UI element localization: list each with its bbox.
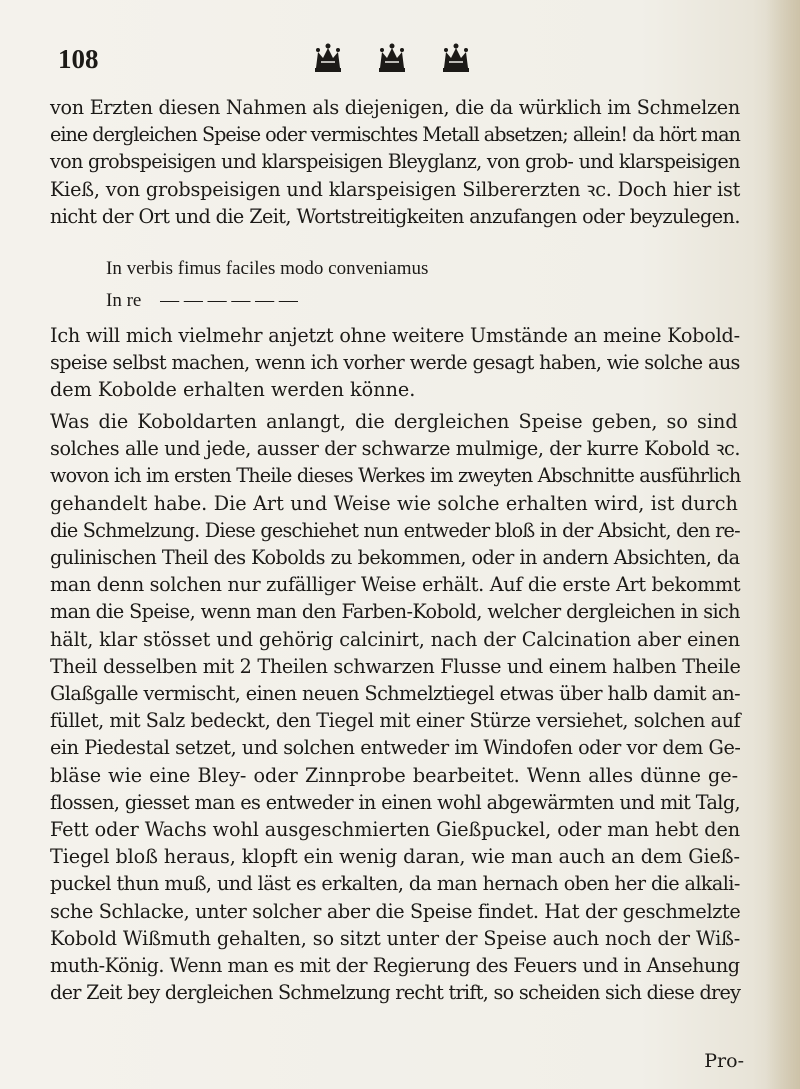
text-line: Kieß, von grobspeisigen und klarspeisigen Silbererzten ꝛc. Doch hier ist — [50, 177, 741, 201]
text-line: Glaßgalle vermischt, einen neuen Schmelztiegel etwas über halb damit an- — [50, 682, 741, 706]
text-line: gulinischen Theil des Kobolds zu bekommen, oder in andern Absichten, da — [50, 546, 740, 570]
text-line: Fett oder Wachs wohl ausgeschmierten Gießpuckel, oder man hebt den — [50, 818, 741, 842]
text-line: Kobold Wißmuth gehalten, so sitzt unter der Speise auch noch der Wiß- — [50, 926, 741, 950]
paragraph-1 — [50, 94, 740, 230]
catchword: Pro- — [704, 1050, 744, 1072]
crown-ornament-icon — [441, 42, 471, 74]
latin-in-re: In re — [106, 290, 142, 311]
latin-quote-line: In verbis fimus faciles modo conveniamus — [106, 258, 429, 279]
latin-dashes: — — — — — — — [160, 290, 298, 311]
text-line: sche Schlacke, unter solcher aber die Speise findet. Hat der geschmelzte — [50, 899, 741, 923]
page-header — [58, 42, 718, 82]
text-line: von Erzten diesen Nahmen als diejenigen, die da würklich im Schmelzen — [50, 96, 740, 119]
page-edge-shadow — [766, 0, 800, 1089]
text-line: ein Piedestal setzet, und solchen entweder im Windofen oder vor dem Ge- — [50, 736, 741, 760]
text-line: füllet, mit Salz bedeckt, den Tiegel mit einer Stürze versiehet, solchen auf — [50, 709, 741, 733]
page-number: 108 — [58, 44, 99, 74]
text-line: der Zeit bey dergleichen Schmelzung recht trift, so scheiden sich diese drey — [50, 981, 741, 1005]
text-line: dem Kobolde erhalten werden könne. — [50, 378, 416, 402]
text-line: man denn solchen nur zufälliger Weise erhält. Auf die erste Art bekommt — [50, 573, 741, 597]
text-line: gehandelt habe. Die Art und Weise wie solche erhalten wird, ist durch — [50, 491, 738, 515]
text-line: von grobspeisigen und klarspeisigen Bleyglanz, von grob- und klarspeisigen — [50, 150, 740, 174]
text-line: solches alle und jede, ausser der schwarze mulmige, der kurre Kobold ꝛc. — [50, 437, 741, 461]
text-line: eine dergleichen Speise oder vermischtes Metall absetzen; allein! da hört man — [50, 123, 740, 147]
text-line: Theil desselben mit 2 Theilen schwarzen Flusse und einem halben Theile — [50, 654, 741, 678]
crown-ornament-icon — [313, 42, 343, 74]
header-ornaments — [313, 42, 473, 78]
text-line: puckel thun muß, und läst es erkalten, da man hernach oben her die alkali- — [50, 872, 740, 896]
text-line: flossen, giesset man es entweder in einen wohl abgewärmten und mit Talg, — [50, 790, 740, 814]
text-line: wovon ich im ersten Theile dieses Werkes im zweyten Abschnitte ausführlich — [50, 464, 741, 488]
text-line: speise selbst machen, wenn ich vorher werde gesagt haben, wie solche aus — [50, 351, 740, 375]
text-line: die Schmelzung. Diese geschiehet nun entweder bloß in der Absicht, den re- — [50, 518, 740, 542]
paragraph-3 — [50, 408, 740, 1006]
text-line: Was die Koboldarten anlangt, die dergleichen Speise geben, so sind — [50, 410, 738, 433]
text-line: man die Speise, wenn man den Farben-Kobold, welcher dergleichen in sich — [50, 600, 740, 624]
crown-ornament-icon — [377, 42, 407, 74]
text-line: hält, klar stösset und gehörig calcinirt, nach der Calcination aber einen — [50, 627, 740, 651]
text-line: nicht der Ort und die Zeit, Wortstreitigkeiten anzufangen oder beyzulegen. — [50, 204, 740, 228]
text-line: bläse wie eine Bley- oder Zinnprobe bearbeitet. Wenn alles dünne ge- — [50, 763, 739, 787]
text-line: Tiegel bloß heraus, klopft ein wenig daran, wie man auch an dem Gieß- — [50, 845, 740, 869]
latin-quote-line-2 — [106, 290, 298, 312]
text-line: Ich will mich vielmehr anjetzt ohne weitere Umstände an meine Kobold- — [50, 324, 740, 347]
text-line: muth-König. Wenn man es mit der Regierung des Feuers und in Ansehung — [50, 954, 740, 978]
paragraph-2 — [50, 322, 740, 404]
